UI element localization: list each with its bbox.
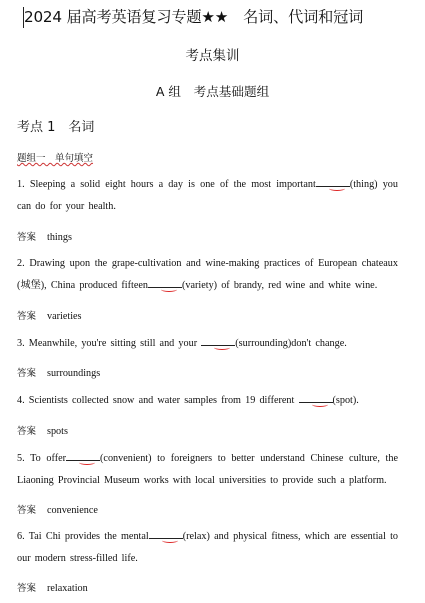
subsection-heading: 题组一 单句填空 xyxy=(17,153,94,164)
question-6: 6. Tai Chi provides the mental (relax) and physical fitness, which are essential to our modern stress-filled life. xyxy=(17,531,398,564)
answer-blank[interactable] xyxy=(201,336,235,346)
question-1: 1. Sleeping a solid eight hours a day is one of the most important (thing) you can do for your health. xyxy=(17,179,398,212)
answer-3: 答案 surroundings xyxy=(17,368,101,379)
question-5: 5. To offer (convenient) to foreigners to better understand Chinese culture, the Liaoning Provincial Museum works with local universities to provide such a platform. xyxy=(17,453,398,486)
answer-1: 答案 things xyxy=(17,232,72,243)
question-2: 2. Drawing upon the grape-cultivation and wine-making practices of European chateaux (城堡), China produced fifteen (variety) of brandy, red wine and white wine. xyxy=(17,258,398,291)
answer-blank[interactable] xyxy=(316,177,350,187)
answer-5: 答案 convenience xyxy=(17,505,98,516)
document-title: 2024 届高考英语复习专题★★ 名词、代词和冠词 xyxy=(24,8,364,26)
answer-blank[interactable] xyxy=(66,451,100,461)
document-subtitle: 考点集训 xyxy=(185,48,240,64)
answer-blank[interactable] xyxy=(299,393,333,403)
answer-2: 答案 varieties xyxy=(17,311,82,322)
answer-6: 答案 relaxation xyxy=(17,583,88,594)
question-4: 4. Scientists collected snow and water samples from 19 different (spot). xyxy=(17,395,359,406)
group-heading: A 组 考点基础题组 xyxy=(155,84,270,99)
answer-blank[interactable] xyxy=(148,278,182,288)
answer-blank[interactable] xyxy=(149,529,183,539)
question-3: 3. Meanwhile, you're sitting still and your (surrounding)don't change. xyxy=(17,338,347,349)
answer-4: 答案 spots xyxy=(17,426,68,437)
section-heading: 考点 1 名词 xyxy=(17,120,95,135)
